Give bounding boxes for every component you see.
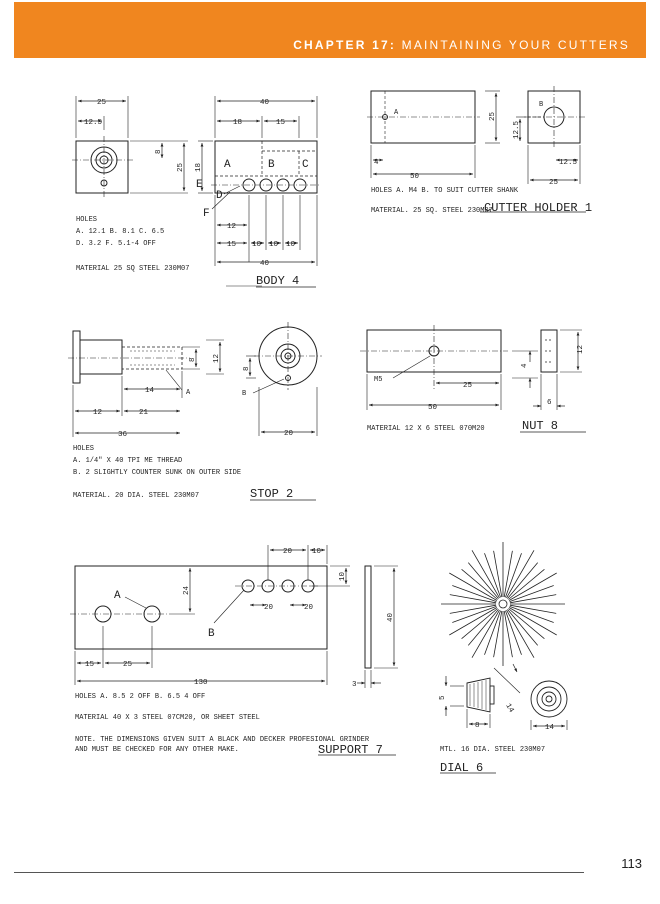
dim-text: 36 [118, 431, 128, 439]
part-title: STOP 2 [250, 487, 294, 501]
part-title: CUTTER HOLDER 1 [484, 201, 593, 215]
dim-text: 10 [339, 571, 347, 581]
dim-text: 12 [213, 353, 221, 363]
support-edge-view [365, 566, 371, 668]
dim-text: 40 [260, 260, 270, 268]
dim-text: 130 [194, 679, 208, 687]
dim-text: 18 [233, 119, 243, 127]
note-line: NOTE. THE DIMENSIONS GIVEN SUIT A BLACK AND DECKER PROFESIONAL GRINDER [75, 736, 370, 744]
holes-line: D. 3.2 F. 5.1-4 OFF [76, 240, 156, 248]
dim-text: 8 [243, 366, 251, 371]
stop-body [80, 340, 122, 374]
holes-line: B. 2 SLIGHTLY COUNTER SUNK ON OUTER SIDE [73, 469, 242, 477]
chapter-label: CHAPTER 17: [293, 38, 397, 52]
support-drawing [70, 545, 398, 755]
label-letter: B [268, 159, 275, 171]
holes-label: HOLES [76, 216, 98, 224]
dim-text: 14 [545, 724, 555, 732]
dim-text: 5 [439, 695, 447, 700]
dim-text: 20 [304, 604, 314, 612]
dim-text: 6 [547, 399, 552, 407]
dim-text: 25 [97, 99, 107, 107]
dim-text: 50 [410, 173, 420, 181]
dial-sunburst [441, 542, 565, 666]
dim-text: 15 [85, 661, 95, 669]
holes-label: HOLES [73, 445, 95, 453]
label-letter: D [216, 190, 223, 202]
dim-text: 14 [503, 702, 515, 715]
dim-text: 40 [260, 99, 270, 107]
holes-line: HOLES A. M4 B. TO SUIT CUTTER SHANK [371, 187, 519, 195]
cutter-holder-labels [371, 101, 592, 215]
dim-text: 12 [577, 344, 585, 354]
dim-text: 10 [286, 241, 296, 249]
label-letter: A [224, 159, 231, 171]
dim-text: 12 [227, 223, 237, 231]
dim-text: 4 [521, 363, 529, 368]
dim-text: 50 [428, 404, 438, 412]
dial-labels [439, 695, 555, 775]
page-number: 113 [621, 856, 642, 871]
dim-text: 20 [283, 548, 293, 556]
note-line: AND MUST BE CHECKED FOR ANY OTHER MAKE. [75, 746, 239, 754]
support-plate [75, 566, 327, 649]
dim-text: 20 [284, 430, 294, 438]
dim-text: 10 [312, 548, 322, 556]
dim-text: 15 [227, 241, 237, 249]
footer-rule [14, 872, 584, 873]
dial-side-view [467, 678, 490, 712]
holes-line: HOLES A. 8.5 2 OFF B. 6.5 4 OFF [75, 693, 206, 701]
dim-text: 25 [463, 382, 473, 390]
dim-text: 10 [269, 241, 279, 249]
dim-text: 12.5 [84, 119, 103, 127]
dim-text: 21 [139, 409, 149, 417]
label-letter: A [114, 590, 121, 602]
dim-text: 20 [264, 604, 274, 612]
label-letter: B [539, 101, 544, 109]
dim-text: 12.5 [513, 120, 521, 139]
chapter-name: MAINTAINING YOUR CUTTERS [401, 38, 630, 52]
nut-drawing [360, 325, 586, 432]
dim-text: 4 [374, 159, 379, 167]
dim-text: 15 [276, 119, 286, 127]
dim-text: 12.5 [559, 159, 578, 167]
holes-line: A. 12.1 B. 8.1 C. 6.5 [76, 228, 165, 236]
material-text: MATERIAL 40 X 3 STEEL 07CM20, OR SHEET STEEL [75, 714, 260, 722]
part-title: NUT 8 [522, 419, 559, 433]
dim-text: 8 [155, 149, 163, 154]
dim-text: 14 [145, 387, 155, 395]
part-title: SUPPORT 7 [318, 743, 383, 757]
dial-end-view [531, 681, 567, 717]
support-labels [75, 548, 395, 757]
nut-labels [367, 345, 585, 433]
dim-text: 25 [123, 661, 133, 669]
label-letter: A [394, 109, 399, 117]
dim-text: 18 [195, 162, 203, 172]
stop-labels [73, 354, 294, 501]
dial-center [499, 600, 507, 608]
dim-text: 25 [177, 162, 185, 172]
material-text: MATERIAL. 25 SQ. STEEL 230M07 [371, 207, 493, 215]
dim-text: 24 [183, 585, 191, 595]
part-title: BODY 4 [256, 274, 300, 288]
material-text: MATERIAL 25 SQ STEEL 230M07 [76, 265, 190, 273]
label-letter: C [302, 159, 309, 171]
label-letter: B [208, 628, 215, 640]
label-letter: F [203, 208, 210, 220]
dim-text: 10 [252, 241, 262, 249]
dim-text: 3 [352, 681, 357, 689]
dim-text: 25 [549, 179, 559, 187]
dim-text: 25 [489, 111, 497, 121]
dim-text: 40 [387, 612, 395, 622]
dim-text: 12 [93, 409, 103, 417]
thread-label: M5 [374, 376, 383, 384]
material-text: MTL. 16 DIA. STEEL 230M07 [440, 746, 546, 754]
label-letter: E [196, 179, 203, 191]
material-text: MATERIAL. 20 DIA. STEEL 230M07 [73, 492, 200, 500]
holes-line: A. 1/4" X 40 TPI ME THREAD [73, 457, 183, 465]
dial-drawing [440, 542, 567, 773]
dim-text: 8 [189, 357, 197, 362]
stop-flange [73, 331, 80, 383]
material-text: MATERIAL 12 X 6 STEEL 070M20 [367, 425, 485, 433]
label-letter: A [186, 389, 191, 397]
label-letter: B [242, 390, 247, 398]
part-title: DIAL 6 [440, 761, 484, 775]
dim-text: 8 [475, 722, 480, 730]
